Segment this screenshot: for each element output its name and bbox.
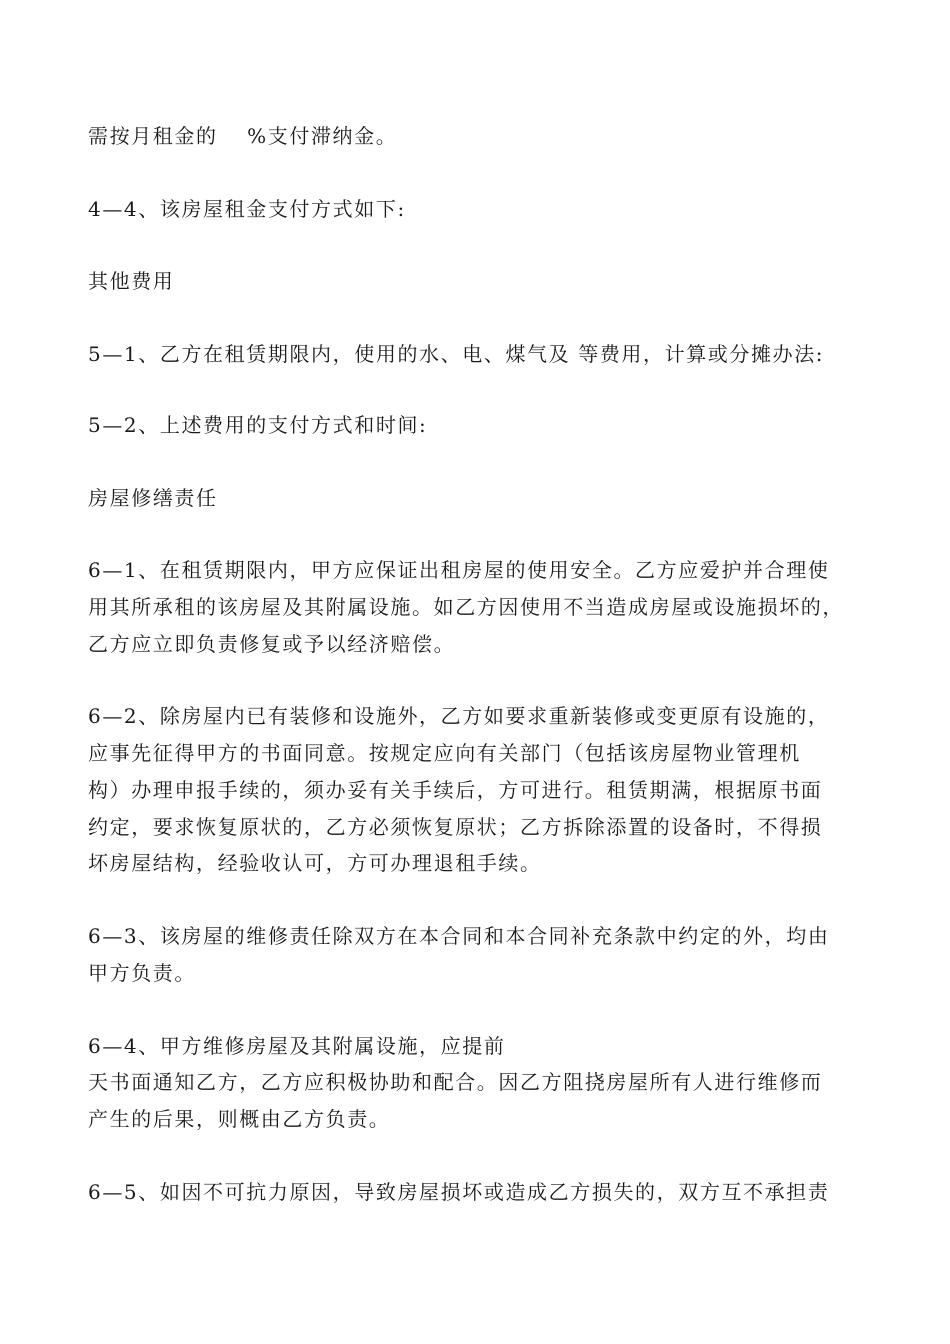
text-line: 6—3、该房屋的维修责任除双方在本合同和本合同补充条款中约定的外，均由 (88, 924, 830, 948)
text-line: 6—4、甲方维修房屋及其附属设施，应提前 (88, 1034, 506, 1058)
section-heading: 其他费用 (88, 269, 175, 293)
text-line: 产生的后果，则概由乙方负责。 (88, 1107, 391, 1131)
text-line: 构）办理申报手续的，须办妥有关手续后，方可进行。租赁期满，根据原书面 (88, 778, 823, 802)
text-line: 5—1、乙方在租赁期限内，使用的水、电、煤气及 等费用，计算或分摊办法: (88, 342, 825, 366)
text-line: 6—1、在租赁期限内，甲方应保证出租房屋的使用安全。乙方应爱护并合理使 (88, 558, 830, 582)
text-line: 约定，要求恢复原状的，乙方必须恢复原状；乙方拆除添置的设备时，不得损 (88, 815, 823, 839)
text-line: 6—2、除房屋内已有装修和设施外，乙方如要求重新装修或变更原有设施的， (88, 704, 830, 728)
text-line: 甲方负责。 (88, 961, 196, 985)
text-line: 6—5、如因不可抗力原因，导致房屋损坏或造成乙方损失的，双方互不承担责 (88, 1180, 830, 1204)
text-line: 乙方应立即负责修复或予以经济赔偿。 (88, 632, 456, 656)
text-line: 用其所承租的该房屋及其附属设施。如乙方因使用不当造成房屋或设施损坏的， (88, 595, 844, 619)
section-heading: 房屋修缮责任 (88, 486, 218, 510)
text-line: 4—4、该房屋租金支付方式如下: (88, 197, 406, 221)
text-line: 坏房屋结构，经验收认可，方可办理退租手续。 (88, 851, 542, 875)
text-line: 天书面通知乙方，乙方应积极协助和配合。因乙方阻挠房屋所有人进行维修而 (88, 1070, 823, 1094)
text-line: 应事先征得甲方的书面同意。按规定应向有关部门（包括该房屋物业管理机 (88, 741, 801, 765)
text-line: 需按月租金的 %支付滞纳金。 (88, 124, 398, 148)
text-line: 5—2、上述费用的支付方式和时间: (88, 413, 428, 437)
